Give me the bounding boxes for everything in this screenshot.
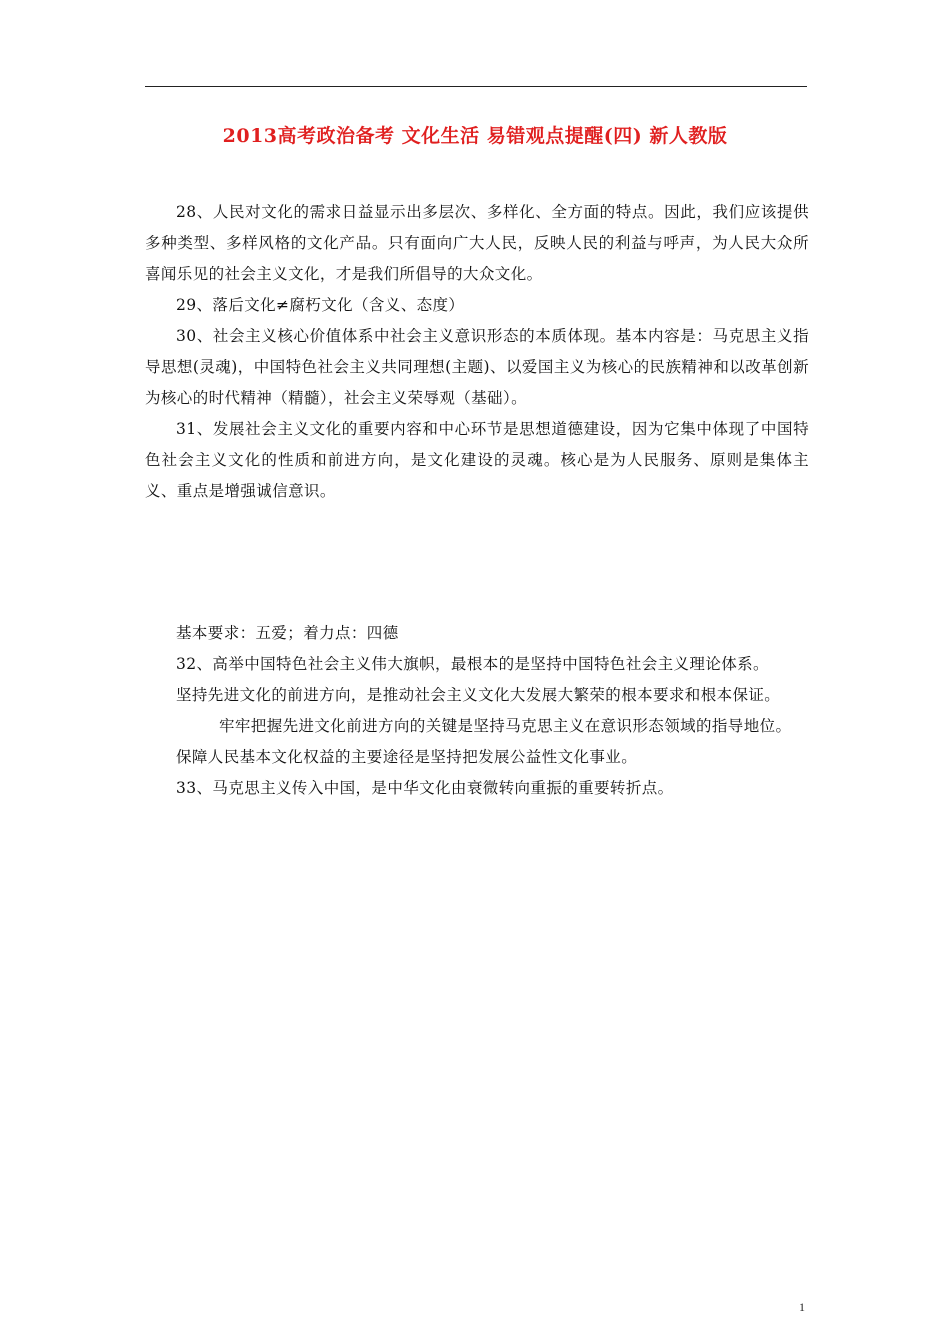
paragraph-30: 30、社会主义核心价值体系中社会主义意识形态的本质体现。基本内容是：马克思主义指导思想(灵魂)，中国特色社会主义共同理想(主题)、以爱国主义为核心的民族精神和以改革创新为核心的时代精神（精髓），社会主义荣辱观（基础）。	[145, 327, 809, 407]
body-section-1	[145, 197, 809, 507]
paragraph-key-marxism: 牢牢把握先进文化前进方向的关键是坚持马克思主义在意识形态领域的指导地位。	[219, 717, 792, 735]
paragraph-basic-requirements: 基本要求：五爱；着力点：四德	[176, 624, 399, 642]
paragraph-28: 28、人民对文化的需求日益显示出多层次、多样化、全方面的特点。因此，我们应该提供多种类型、多样风格的文化产品。只有面向广大人民，反映人民的利益与呼声，为人民大众所喜闻乐见的社会主义文化，才是我们所倡导的大众文化。	[145, 203, 809, 283]
paragraph-29: 29、落后文化≠腐朽文化（含义、态度）	[176, 296, 465, 314]
document-title: 2013高考政治备考 文化生活 易错观点提醒(四) 新人教版	[222, 125, 728, 147]
paragraph-public-culture: 保障人民基本文化权益的主要途径是坚持把发展公益性文化事业。	[176, 748, 638, 766]
paragraph-33: 33、马克思主义传入中国，是中华文化由衰微转向重振的重要转折点。	[176, 779, 674, 797]
header-rule	[145, 86, 807, 87]
paragraph-32: 32、高举中国特色社会主义伟大旗帜，最根本的是坚持中国特色社会主义理论体系。	[176, 655, 769, 673]
paragraph-31: 31、发展社会主义文化的重要内容和中心环节是思想道德建设，因为它集中体现了中国特色社会主义文化的性质和前进方向，是文化建设的灵魂。核心是为人民服务、原则是集体主义、重点是增强诚信意识。	[145, 420, 809, 500]
page-number: 1	[799, 1300, 805, 1314]
paragraph-advanced-culture: 坚持先进文化的前进方向，是推动社会主义文化大发展大繁荣的根本要求和根本保证。	[176, 686, 781, 704]
body-section-2	[145, 618, 809, 804]
